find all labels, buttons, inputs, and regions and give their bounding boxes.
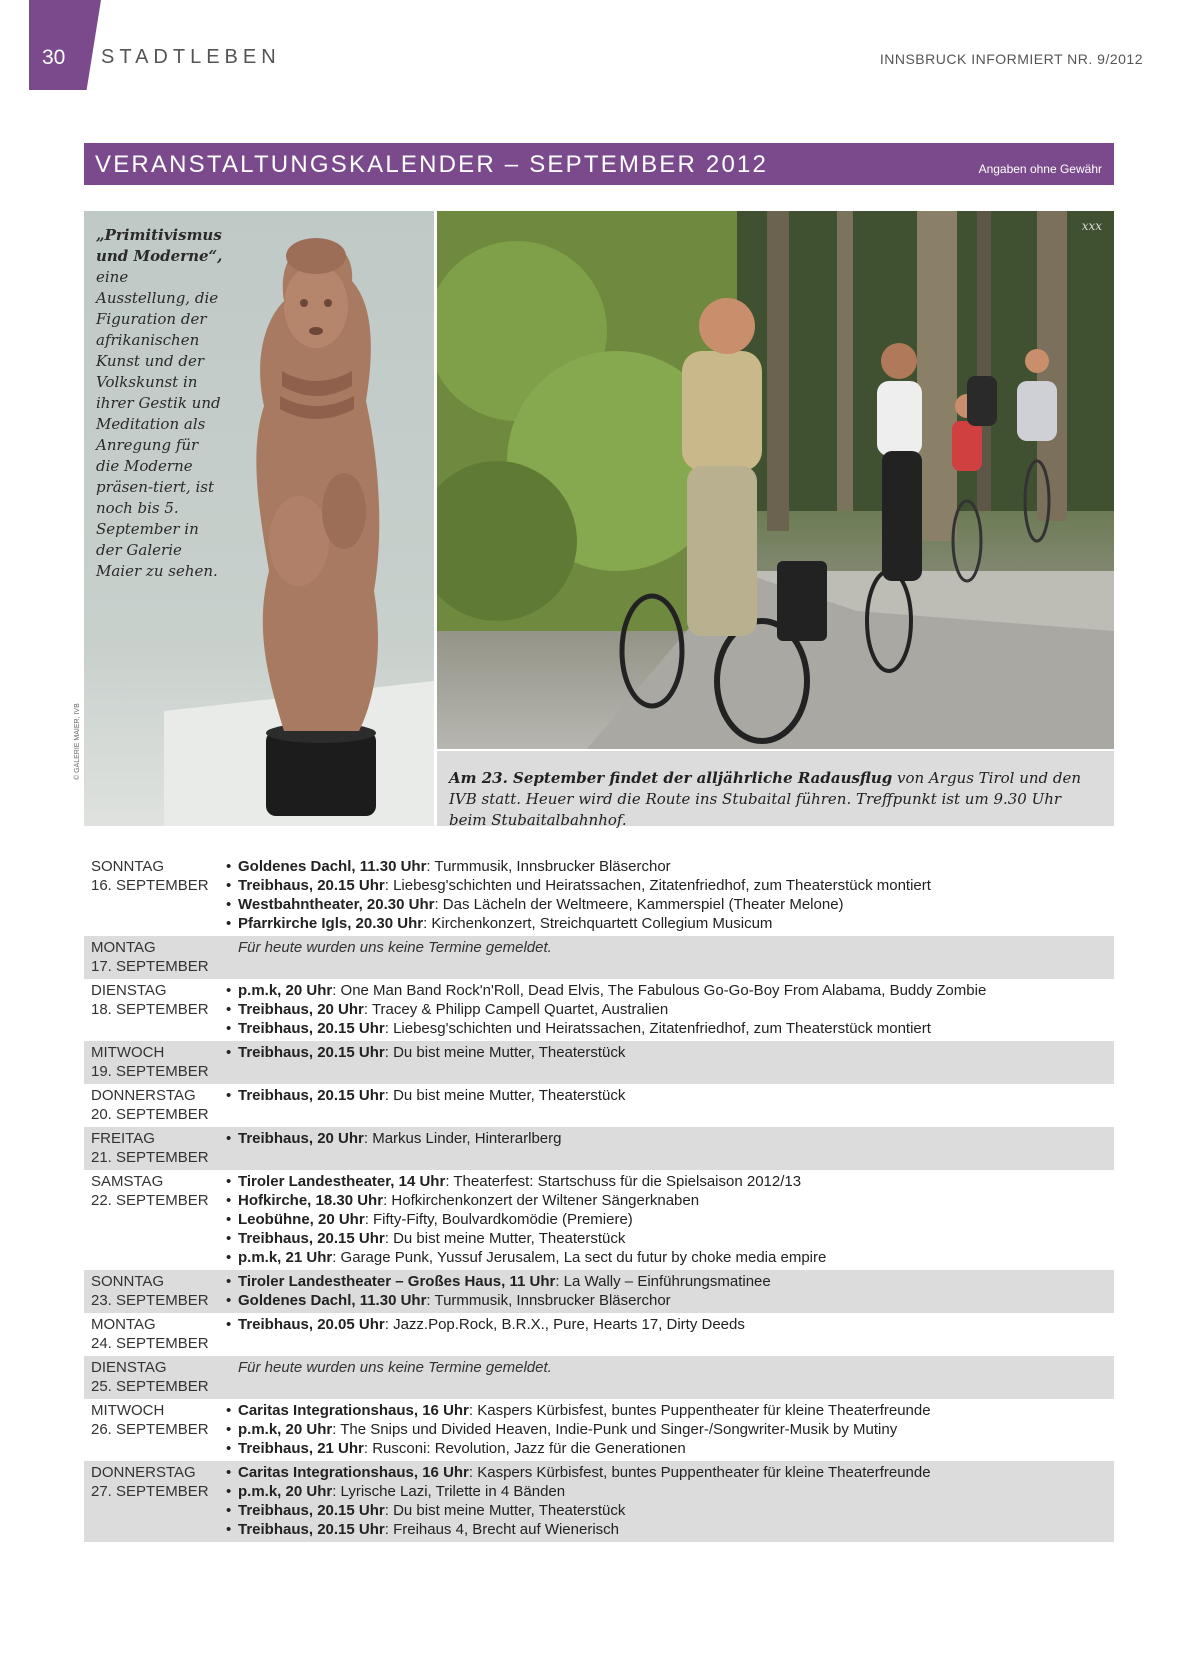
event-venue: p.m.k, 20 Uhr bbox=[238, 1483, 333, 1500]
calendar-day: 19. SEPTEMBER bbox=[91, 1063, 209, 1080]
event-venue: Goldenes Dachl, 11.30 Uhr bbox=[238, 1292, 427, 1309]
event-item bbox=[226, 1191, 1114, 1210]
bullet-icon: • bbox=[226, 1440, 232, 1457]
event-description: : Jazz.Pop.Rock, B.R.X., Pure, Hearts 17, Dirty Deeds bbox=[384, 1316, 745, 1333]
calendar-day-row bbox=[84, 979, 1114, 1041]
cyclists-caption-text: von Argus Tirol und den IVB statt. Heuer wird die Route ins Stubaital führen. Treffpunkt ist um 9.30 Uhr beim Stubaitalbahnhof. bbox=[449, 769, 1082, 829]
calendar-day-row bbox=[84, 1270, 1114, 1313]
event-description: : Turmmusik, Innsbrucker Bläserchor bbox=[426, 858, 671, 875]
calendar-events bbox=[222, 1272, 1114, 1310]
calendar-events bbox=[222, 1358, 1114, 1396]
sculpture-caption bbox=[96, 225, 224, 582]
photo-credit: © GALERIE MAIER, IVB bbox=[74, 703, 81, 780]
bullet-icon: • bbox=[226, 915, 232, 932]
event-venue: Treibhaus, 20.15 Uhr bbox=[238, 1502, 385, 1519]
calendar-date bbox=[84, 1129, 222, 1167]
calendar-events bbox=[222, 1172, 1114, 1267]
calendar-day: 26. SEPTEMBER bbox=[91, 1421, 209, 1438]
sculpture-photo bbox=[84, 211, 434, 826]
bullet-icon: • bbox=[226, 858, 232, 875]
calendar-day-row bbox=[84, 1313, 1114, 1356]
event-venue: Treibhaus, 20.15 Uhr bbox=[238, 1044, 385, 1061]
bullet-icon: • bbox=[226, 1273, 232, 1290]
bullet-icon: • bbox=[226, 1521, 232, 1538]
calendar-day-row bbox=[84, 1461, 1114, 1542]
banner-note: Angaben ohne Gewähr bbox=[978, 162, 1102, 176]
calendar-date bbox=[84, 1172, 222, 1267]
event-item bbox=[226, 876, 1114, 895]
calendar-weekday: FREITAG bbox=[91, 1130, 155, 1147]
cyclists-image bbox=[437, 211, 1114, 749]
calendar-events bbox=[222, 857, 1114, 933]
sculpture-caption-text: eine Ausstellung, die Figuration der afrikanischen Kunst und der Volkskunst in ihrer Gestik und Meditation als Anregung für die Moderne präsen-tiert, ist noch bis 5. September in der Galerie Maier zu sehen. bbox=[96, 268, 221, 580]
bullet-icon: • bbox=[226, 1402, 232, 1419]
calendar-weekday: MONTAG bbox=[91, 939, 156, 956]
event-description: : Du bist meine Mutter, Theaterstück bbox=[384, 1502, 626, 1519]
bullet-icon: • bbox=[226, 896, 232, 913]
calendar-weekday: MONTAG bbox=[91, 1316, 156, 1333]
event-venue: Caritas Integrationshaus, 16 Uhr bbox=[238, 1402, 469, 1419]
calendar-day-row bbox=[84, 1127, 1114, 1170]
bullet-icon: • bbox=[226, 1044, 232, 1061]
event-venue: Treibhaus, 20.15 Uhr bbox=[238, 1020, 385, 1037]
bullet-icon: • bbox=[226, 1130, 232, 1147]
calendar-events bbox=[222, 1129, 1114, 1167]
event-description: : One Man Band Rock'n'Roll, Dead Elvis, The Fabulous Go-Go-Boy From Alabama, Buddy Zombie bbox=[332, 982, 987, 999]
bullet-icon: • bbox=[226, 1249, 232, 1266]
event-description: : Rusconi: Revolution, Jazz für die Generationen bbox=[363, 1440, 686, 1457]
event-venue: Tiroler Landestheater, 14 Uhr bbox=[238, 1173, 446, 1190]
event-description: : Kaspers Kürbisfest, buntes Puppentheater für kleine Theaterfreunde bbox=[468, 1464, 931, 1481]
bullet-icon: • bbox=[226, 1316, 232, 1333]
event-venue: Westbahntheater, 20.30 Uhr bbox=[238, 896, 435, 913]
bullet-icon: • bbox=[226, 1421, 232, 1438]
event-item bbox=[226, 981, 1114, 1000]
cyclists-photo bbox=[437, 211, 1114, 749]
calendar-day-row bbox=[84, 1084, 1114, 1127]
event-item bbox=[226, 1248, 1114, 1267]
event-venue: Goldenes Dachl, 11.30 Uhr bbox=[238, 858, 427, 875]
event-venue: p.m.k, 20 Uhr bbox=[238, 1421, 333, 1438]
calendar-date bbox=[84, 981, 222, 1038]
event-item bbox=[226, 1019, 1114, 1038]
event-item bbox=[226, 1229, 1114, 1248]
event-item bbox=[226, 1401, 1114, 1420]
event-venue: Treibhaus, 20 Uhr bbox=[238, 1001, 364, 1018]
event-item bbox=[226, 1291, 1114, 1310]
calendar-day-row bbox=[84, 1399, 1114, 1461]
page-number-tab bbox=[29, 0, 101, 90]
bullet-icon: • bbox=[226, 1464, 232, 1481]
calendar-weekday: SONNTAG bbox=[91, 1273, 165, 1290]
calendar-weekday: SONNTAG bbox=[91, 858, 165, 875]
calendar-weekday: DIENSTAG bbox=[91, 982, 167, 999]
calendar-events bbox=[222, 1401, 1114, 1458]
bullet-icon: • bbox=[226, 1173, 232, 1190]
event-venue: Caritas Integrationshaus, 16 Uhr bbox=[238, 1464, 469, 1481]
event-item bbox=[226, 1172, 1114, 1191]
calendar-date bbox=[84, 1401, 222, 1458]
calendar-day: 25. SEPTEMBER bbox=[91, 1378, 209, 1395]
bullet-icon: • bbox=[226, 1502, 232, 1519]
event-item bbox=[226, 1129, 1114, 1148]
calendar-weekday: DONNERSTAG bbox=[91, 1087, 196, 1104]
event-item bbox=[226, 1272, 1114, 1291]
event-venue: Treibhaus, 20.15 Uhr bbox=[238, 1087, 385, 1104]
event-item bbox=[226, 1000, 1114, 1019]
event-item bbox=[226, 1086, 1114, 1105]
calendar-date bbox=[84, 1086, 222, 1124]
event-venue: p.m.k, 21 Uhr bbox=[238, 1249, 333, 1266]
event-description: : Das Lächeln der Weltmeere, Kammerspiel (Theater Melone) bbox=[434, 896, 844, 913]
calendar-date bbox=[84, 1315, 222, 1353]
event-description: : The Snips und Divided Heaven, Indie-Punk und Singer-/Songwriter-Musik by Mutiny bbox=[332, 1421, 898, 1438]
no-events-note: Für heute wurden uns keine Termine gemeldet. bbox=[238, 1359, 552, 1376]
cyclists-caption-title: Am 23. September findet der alljährliche Radausflug bbox=[449, 769, 893, 787]
bullet-icon: • bbox=[226, 1020, 232, 1037]
calendar-events bbox=[222, 1315, 1114, 1353]
event-description: : Du bist meine Mutter, Theaterstück bbox=[384, 1087, 626, 1104]
calendar-day: 17. SEPTEMBER bbox=[91, 958, 209, 975]
calendar-weekday: MITWOCH bbox=[91, 1402, 165, 1419]
cyclists-caption-box bbox=[437, 751, 1114, 829]
calendar-day-row bbox=[84, 1356, 1114, 1399]
event-description: : Hofkirchenkonzert der Wiltener Sängerknaben bbox=[383, 1192, 700, 1209]
calendar-day: 20. SEPTEMBER bbox=[91, 1106, 209, 1123]
calendar-weekday: SAMSTAG bbox=[91, 1173, 164, 1190]
event-description: : La Wally – Einführungsmatinee bbox=[555, 1273, 771, 1290]
event-venue: p.m.k, 20 Uhr bbox=[238, 982, 333, 999]
event-venue: Treibhaus, 21 Uhr bbox=[238, 1440, 364, 1457]
event-venue: Treibhaus, 20.15 Uhr bbox=[238, 877, 385, 894]
calendar-day-row bbox=[84, 1170, 1114, 1270]
event-venue: Leobühne, 20 Uhr bbox=[238, 1211, 365, 1228]
calendar-day: 22. SEPTEMBER bbox=[91, 1192, 209, 1209]
photo-corner-mark: xxx bbox=[1081, 219, 1102, 233]
calendar-day-row bbox=[84, 1041, 1114, 1084]
event-venue: Tiroler Landestheater – Großes Haus, 11 Uhr bbox=[238, 1273, 556, 1290]
event-description: : Du bist meine Mutter, Theaterstück bbox=[384, 1230, 626, 1247]
calendar-day: 16. SEPTEMBER bbox=[91, 877, 209, 894]
calendar-date bbox=[84, 857, 222, 933]
calendar-day-row bbox=[84, 855, 1114, 936]
calendar-day: 21. SEPTEMBER bbox=[91, 1149, 209, 1166]
event-item bbox=[226, 1463, 1114, 1482]
bullet-icon: • bbox=[226, 1192, 232, 1209]
event-venue: Hofkirche, 18.30 Uhr bbox=[238, 1192, 384, 1209]
calendar-day-row bbox=[84, 936, 1114, 979]
event-description: : Kaspers Kürbisfest, buntes Puppentheater für kleine Theaterfreunde bbox=[468, 1402, 931, 1419]
calendar-weekday: MITWOCH bbox=[91, 1044, 165, 1061]
no-events-note: Für heute wurden uns keine Termine gemeldet. bbox=[238, 939, 552, 956]
bullet-icon: • bbox=[226, 1483, 232, 1500]
page-number: 30 bbox=[42, 46, 66, 69]
sculpture-caption-title: „Primitivismus und Moderne“, bbox=[96, 226, 223, 265]
event-description: : Garage Punk, Yussuf Jerusalem, La sect du futur by choke media empire bbox=[332, 1249, 827, 1266]
bullet-icon: • bbox=[226, 1087, 232, 1104]
event-venue: Treibhaus, 20.15 Uhr bbox=[238, 1521, 385, 1538]
event-venue: Pfarrkirche Igls, 20.30 Uhr bbox=[238, 915, 424, 932]
calendar-day: 24. SEPTEMBER bbox=[91, 1335, 209, 1352]
event-calendar bbox=[84, 855, 1114, 1542]
event-venue: Treibhaus, 20.05 Uhr bbox=[238, 1316, 385, 1333]
event-item bbox=[226, 1501, 1114, 1520]
calendar-events bbox=[222, 981, 1114, 1038]
event-item bbox=[226, 914, 1114, 933]
event-description: : Freihaus 4, Brecht auf Wienerisch bbox=[384, 1521, 619, 1538]
event-item bbox=[226, 1520, 1114, 1539]
event-item bbox=[226, 1420, 1114, 1439]
event-item bbox=[226, 857, 1114, 876]
event-item bbox=[226, 1210, 1114, 1229]
event-item bbox=[226, 1439, 1114, 1458]
section-title: STADTLEBEN bbox=[101, 46, 281, 68]
calendar-date bbox=[84, 1043, 222, 1081]
calendar-events bbox=[222, 1043, 1114, 1081]
bullet-icon: • bbox=[226, 1211, 232, 1228]
calendar-events bbox=[222, 1086, 1114, 1124]
event-description: : Kirchenkonzert, Streichquartett Collegium Musicum bbox=[423, 915, 773, 932]
event-description: : Theaterfest: Startschuss für die Spielsaison 2012/13 bbox=[445, 1173, 802, 1190]
calendar-events bbox=[222, 938, 1114, 976]
event-description: : Tracey & Philipp Campell Quartet, Australien bbox=[363, 1001, 669, 1018]
event-description: : Liebesg'schichten und Heiratssachen, Zitatenfriedhof, zum Theaterstück montiert bbox=[384, 877, 931, 894]
calendar-weekday: DIENSTAG bbox=[91, 1359, 167, 1376]
calendar-date bbox=[84, 1272, 222, 1310]
event-description: : Fifty-Fifty, Boulvardkomödie (Premiere) bbox=[364, 1211, 633, 1228]
calendar-date bbox=[84, 1463, 222, 1539]
bullet-icon: • bbox=[226, 1230, 232, 1247]
banner-title: VERANSTALTUNGSKALENDER – SEPTEMBER 2012 bbox=[95, 151, 769, 178]
calendar-events bbox=[222, 1463, 1114, 1539]
event-description: : Markus Linder, Hinterarlberg bbox=[363, 1130, 562, 1147]
event-venue: Treibhaus, 20.15 Uhr bbox=[238, 1230, 385, 1247]
calendar-date bbox=[84, 1358, 222, 1396]
issue-label: INNSBRUCK INFORMIERT NR. 9/2012 bbox=[879, 51, 1143, 67]
bullet-icon: • bbox=[226, 982, 232, 999]
calendar-day: 27. SEPTEMBER bbox=[91, 1483, 209, 1500]
calendar-weekday: DONNERSTAG bbox=[91, 1464, 196, 1481]
event-item bbox=[226, 1315, 1114, 1334]
calendar-day: 23. SEPTEMBER bbox=[91, 1292, 209, 1309]
event-venue: Treibhaus, 20 Uhr bbox=[238, 1130, 364, 1147]
bullet-icon: • bbox=[226, 877, 232, 894]
event-description: : Du bist meine Mutter, Theaterstück bbox=[384, 1044, 626, 1061]
event-description: : Turmmusik, Innsbrucker Bläserchor bbox=[426, 1292, 671, 1309]
event-description: : Lyrische Lazi, Trilette in 4 Bänden bbox=[332, 1483, 566, 1500]
bullet-icon: • bbox=[226, 1001, 232, 1018]
event-item bbox=[226, 1043, 1114, 1062]
calendar-date bbox=[84, 938, 222, 976]
calendar-banner bbox=[84, 143, 1114, 185]
cyclists-caption bbox=[437, 751, 1114, 831]
event-item bbox=[226, 895, 1114, 914]
calendar-day: 18. SEPTEMBER bbox=[91, 1001, 209, 1018]
event-description: : Liebesg'schichten und Heiratssachen, Zitatenfriedhof, zum Theaterstück montiert bbox=[384, 1020, 931, 1037]
bullet-icon: • bbox=[226, 1292, 232, 1309]
event-item bbox=[226, 1482, 1114, 1501]
